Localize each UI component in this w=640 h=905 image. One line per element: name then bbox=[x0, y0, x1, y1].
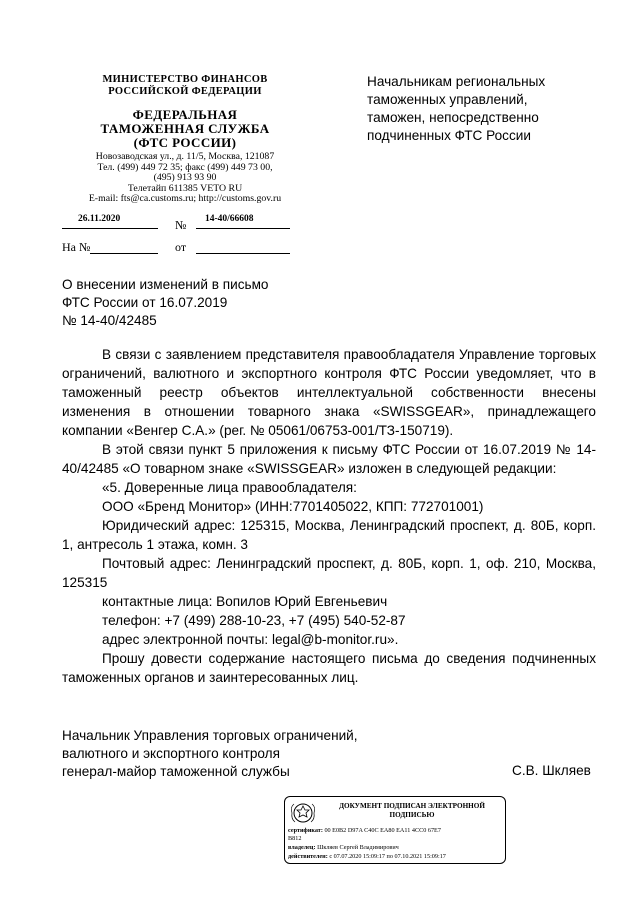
position-line: Начальник Управления торговых ограничений, bbox=[62, 728, 358, 743]
agency-line: ФЕДЕРАЛЬНАЯ bbox=[132, 107, 238, 122]
recipient-line: таможен, непосредственно bbox=[367, 110, 539, 125]
recipient-line: Начальникам региональных bbox=[367, 74, 546, 89]
company-line: ООО «Бренд Монитор» (ИНН:7701405022, КПП: 772701001) bbox=[102, 499, 484, 514]
stamp-certificate bbox=[288, 827, 441, 834]
contact-phone: телефон: +7 (499) 288-10-23, +7 (495) 540-52-87 bbox=[102, 613, 406, 628]
ministry-line: РОССИЙСКОЙ ФЕДЕРАЦИИ bbox=[108, 86, 262, 97]
contact-person: контактные лица: Вопилов Юрий Евгеньевич bbox=[102, 594, 388, 609]
certificate-label: сертификат: bbox=[288, 827, 323, 834]
recipient-block bbox=[367, 73, 597, 145]
agency-name bbox=[60, 108, 310, 150]
address-line: Телетайп 611385 VETO RU bbox=[127, 182, 243, 194]
e-signature-stamp bbox=[284, 796, 506, 864]
body-paragraph: В связи с заявлением представителя правообладателя Управление торговых ограничений, валютного и экспортного контроля ФТС России уведомляет, что в таможенный реестр объектов интеллектуальной собственности внесены изменения в отношении товарного знака «SWISSGEAR», принадлежащего компании «Венгер С.А.» (рег. № 05061/06753-001/ТЗ-150719). bbox=[62, 347, 596, 438]
contact-email: адрес электронной почты: legal@b-monitor.ru». bbox=[102, 632, 399, 647]
subject-line: № 14-40/42485 bbox=[62, 313, 157, 328]
legal-address: Юридический адрес: 125315, Москва, Ленинградский проспект, д. 80Б, корп. 1, антресоль 1 этажа, комн. 3 bbox=[62, 518, 596, 552]
signer-position bbox=[62, 727, 382, 781]
number-sign: № bbox=[175, 218, 187, 232]
position-line: генерал-майор таможенной службы bbox=[62, 764, 290, 779]
owner-value: Шкляев Сергей Владимирович bbox=[317, 844, 399, 851]
agency-line: (ФТС РОССИИ) bbox=[133, 135, 237, 150]
customs-emblem-icon bbox=[289, 801, 317, 825]
reply-to-label: На № bbox=[62, 240, 91, 254]
stamp-owner bbox=[288, 844, 399, 851]
subject-line: ФТС России от 16.07.2019 bbox=[62, 295, 228, 310]
body-paragraph: В этой связи пункт 5 приложения к письму ФТС России от 16.07.2019 № 14-40/42485 «О товарном знаке «SWISSGEAR» изложен в следующей редакции: bbox=[62, 442, 596, 476]
reply-from-underline bbox=[196, 253, 290, 254]
owner-label: владелец: bbox=[288, 844, 316, 851]
document-date: 26.11.2020 bbox=[78, 214, 121, 224]
subject-line: О внесении изменений в письмо bbox=[62, 277, 269, 292]
stamp-title: ДОКУМЕНТ ПОДПИСАН ЭЛЕКТРОННОЙ ПОДПИСЬЮ bbox=[339, 802, 485, 819]
postal-address: Почтовый адрес: Ленинградский проспект, д. 80Б, корп. 1, оф. 210, Москва, 125315 bbox=[62, 556, 596, 590]
agency-address bbox=[60, 152, 310, 205]
item-title: «5. Доверенные лица правообладателя: bbox=[102, 480, 357, 495]
letter-subject bbox=[62, 276, 362, 330]
signer-name: С.В. Шкляев bbox=[512, 763, 591, 778]
document-number: 14-40/66608 bbox=[205, 214, 254, 224]
letter-body bbox=[62, 345, 596, 687]
reply-from-label: от bbox=[175, 240, 187, 254]
stamp-validity bbox=[288, 853, 446, 860]
address-line: Новозаводская ул., д. 11/5, Москва, 121087 bbox=[95, 151, 275, 162]
recipient-line: таможенных управлений, bbox=[367, 92, 528, 107]
reply-to-underline bbox=[90, 253, 158, 254]
ministry-line: МИНИСТЕРСТВО ФИНАНСОВ bbox=[102, 74, 268, 85]
number-underline bbox=[196, 228, 290, 229]
address-line: E-mail: fts@ca.customs.ru; http://customs.gov.ru bbox=[88, 193, 282, 205]
body-paragraph: Прошу довести содержание настоящего письма до сведения подчиненных таможенных органов и заинтересованных лиц. bbox=[62, 651, 596, 685]
ministry-name bbox=[60, 74, 310, 98]
certificate-value: 00 E0B2 D97A C40C EA80 EA11 4CC0 67E7 bbox=[324, 827, 441, 834]
recipient-line: подчиненных ФТС России bbox=[367, 128, 531, 143]
address-line: (495) 913 93 90 bbox=[153, 172, 217, 184]
position-line: валютного и экспортного контроля bbox=[62, 746, 280, 761]
valid-value: с 07.07.2020 15:09:17 по 07.10.2021 15:09:17 bbox=[329, 853, 446, 860]
date-underline bbox=[62, 228, 158, 229]
agency-line: ТАМОЖЕННАЯ СЛУЖБА bbox=[100, 121, 270, 136]
valid-label: действителен: bbox=[288, 853, 328, 860]
certificate-value-cont: B812 bbox=[288, 835, 302, 842]
address-line: Тел. (499) 449 72 35; факс (499) 449 73 00, bbox=[97, 161, 273, 173]
